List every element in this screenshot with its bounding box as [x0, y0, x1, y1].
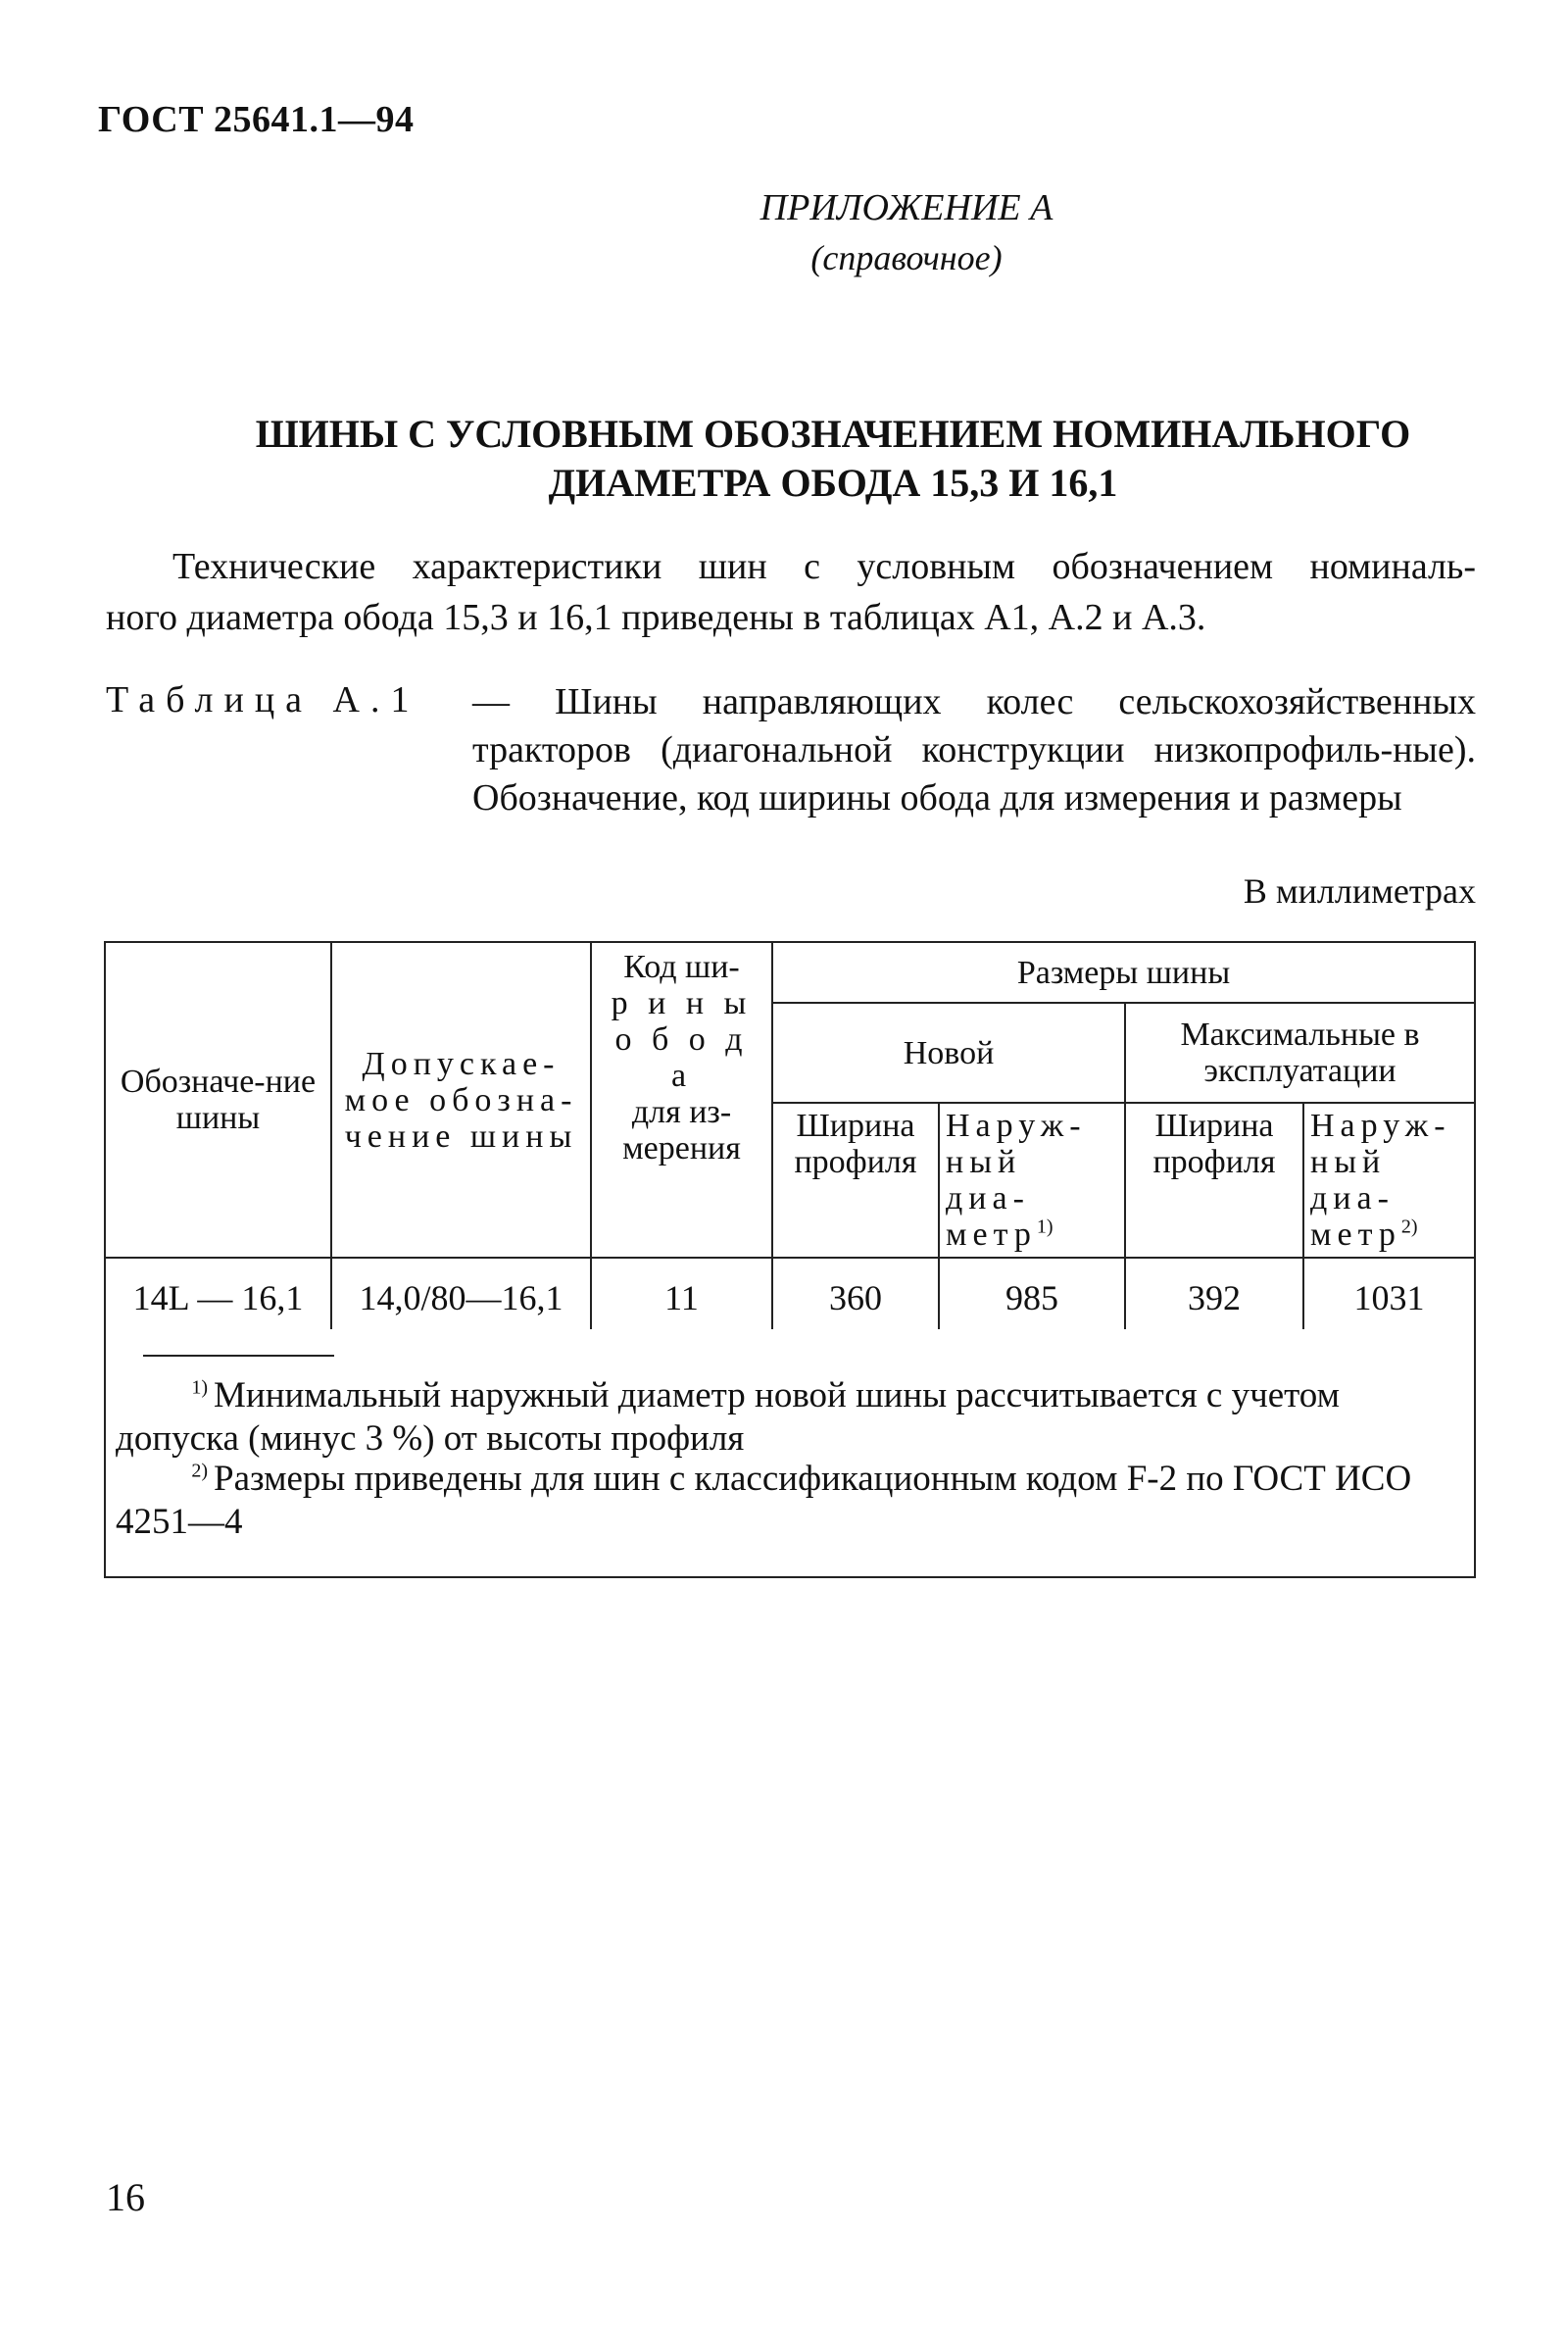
rim-code-line-1: Код ши- — [623, 949, 740, 985]
table-caption-text: — Шины направляющих колес сельскохозяйственных тракторов (диагональной конструкции низкопрофиль-ные). Обозначение, код ширины обода для измерения и размеры — [472, 681, 1476, 819]
cell-allowed-designation: 14,0/80—16,1 — [331, 1258, 591, 1329]
intro-line-2: ного диаметра обода 15,3 и 16,1 приведены в таблицах А1, А.2 и А.3. — [106, 597, 1206, 638]
footnote-1-mark: 1) — [191, 1376, 208, 1399]
page-number: 16 — [106, 2175, 145, 2219]
header-designation: Обозначе-ние шины — [106, 943, 331, 1258]
header-outer-diameter-service-text: Наруж-ный диа-метр — [1310, 1108, 1451, 1253]
rim-code-line-2: р и н ы — [611, 985, 753, 1021]
cell-outer-diameter-service: 1031 — [1303, 1258, 1474, 1329]
cell-outer-diameter-new: 985 — [939, 1258, 1125, 1329]
section-title — [176, 410, 1490, 508]
appendix-subtitle: (справочное) — [810, 238, 1003, 277]
header-width-new: Ширина профиля — [772, 1103, 939, 1258]
header-outer-diameter-new-text: Наруж-ный диа-метр — [946, 1108, 1087, 1253]
footnote-2-text: Размеры приведены для шин с классификационным кодом F-2 по ГОСТ ИСО 4251—4 — [116, 1459, 1412, 1542]
appendix-title: ПРИЛОЖЕНИЕ А — [760, 187, 1054, 228]
footnote-2 — [116, 1458, 1448, 1544]
cell-rim-width-code: 11 — [591, 1258, 772, 1329]
footnote-ref-2: 2) — [1400, 1216, 1418, 1238]
table-row — [106, 1258, 1474, 1329]
header-outer-diameter-service — [1303, 1103, 1474, 1258]
section-title-line-2: ДИАМЕТРА ОБОДА 15,3 И 16,1 — [548, 461, 1118, 505]
header-tire-dimensions: Размеры шины — [772, 943, 1474, 1003]
rim-code-line-3: о б о д а — [614, 1021, 749, 1094]
section-title-line-1: ШИНЫ С УСЛОВНЫМ ОБОЗНАЧЕНИЕМ НОМИНАЛЬНОГО — [255, 412, 1411, 456]
footnote-1 — [116, 1374, 1448, 1461]
header-allowed-designation-text: Допускае-мое обозна-чение шины — [344, 1045, 578, 1155]
header-rim-width-code — [591, 943, 772, 1258]
intro-line-1: Технические характеристики шин с условным обозначением номиналь- — [172, 546, 1476, 587]
cell-designation: 14L — 16,1 — [132, 1278, 304, 1317]
footnote-separator — [143, 1355, 334, 1357]
footnote-ref-1: 1) — [1036, 1216, 1054, 1238]
cell-width-service: 392 — [1125, 1258, 1303, 1329]
footnote-1-text: Минимальный наружный диаметр новой шины рассчитывается с учетом допуска (минус 3 %) от высоты профиля — [116, 1375, 1341, 1459]
rim-code-line-5: мерения — [622, 1130, 741, 1166]
document-header: ГОСТ 25641.1—94 — [98, 99, 415, 140]
cell-width-new: 360 — [772, 1258, 939, 1329]
table-caption-label: Таблица А.1 — [106, 679, 420, 720]
footnote-2-mark: 2) — [191, 1460, 208, 1482]
rim-code-line-4: для из- — [631, 1094, 732, 1130]
header-allowed-designation — [331, 943, 591, 1258]
header-outer-diameter-new — [939, 1103, 1125, 1258]
units-note: В миллиметрах — [1243, 871, 1476, 911]
spec-table — [106, 943, 1474, 1329]
header-max-in-service: Максимальные в эксплуатации — [1125, 1003, 1474, 1103]
intro-paragraph — [106, 541, 1476, 643]
header-width-service: Ширина профиля — [1125, 1103, 1303, 1258]
spec-table-frame — [104, 941, 1476, 1578]
header-new: Новой — [772, 1003, 1125, 1103]
